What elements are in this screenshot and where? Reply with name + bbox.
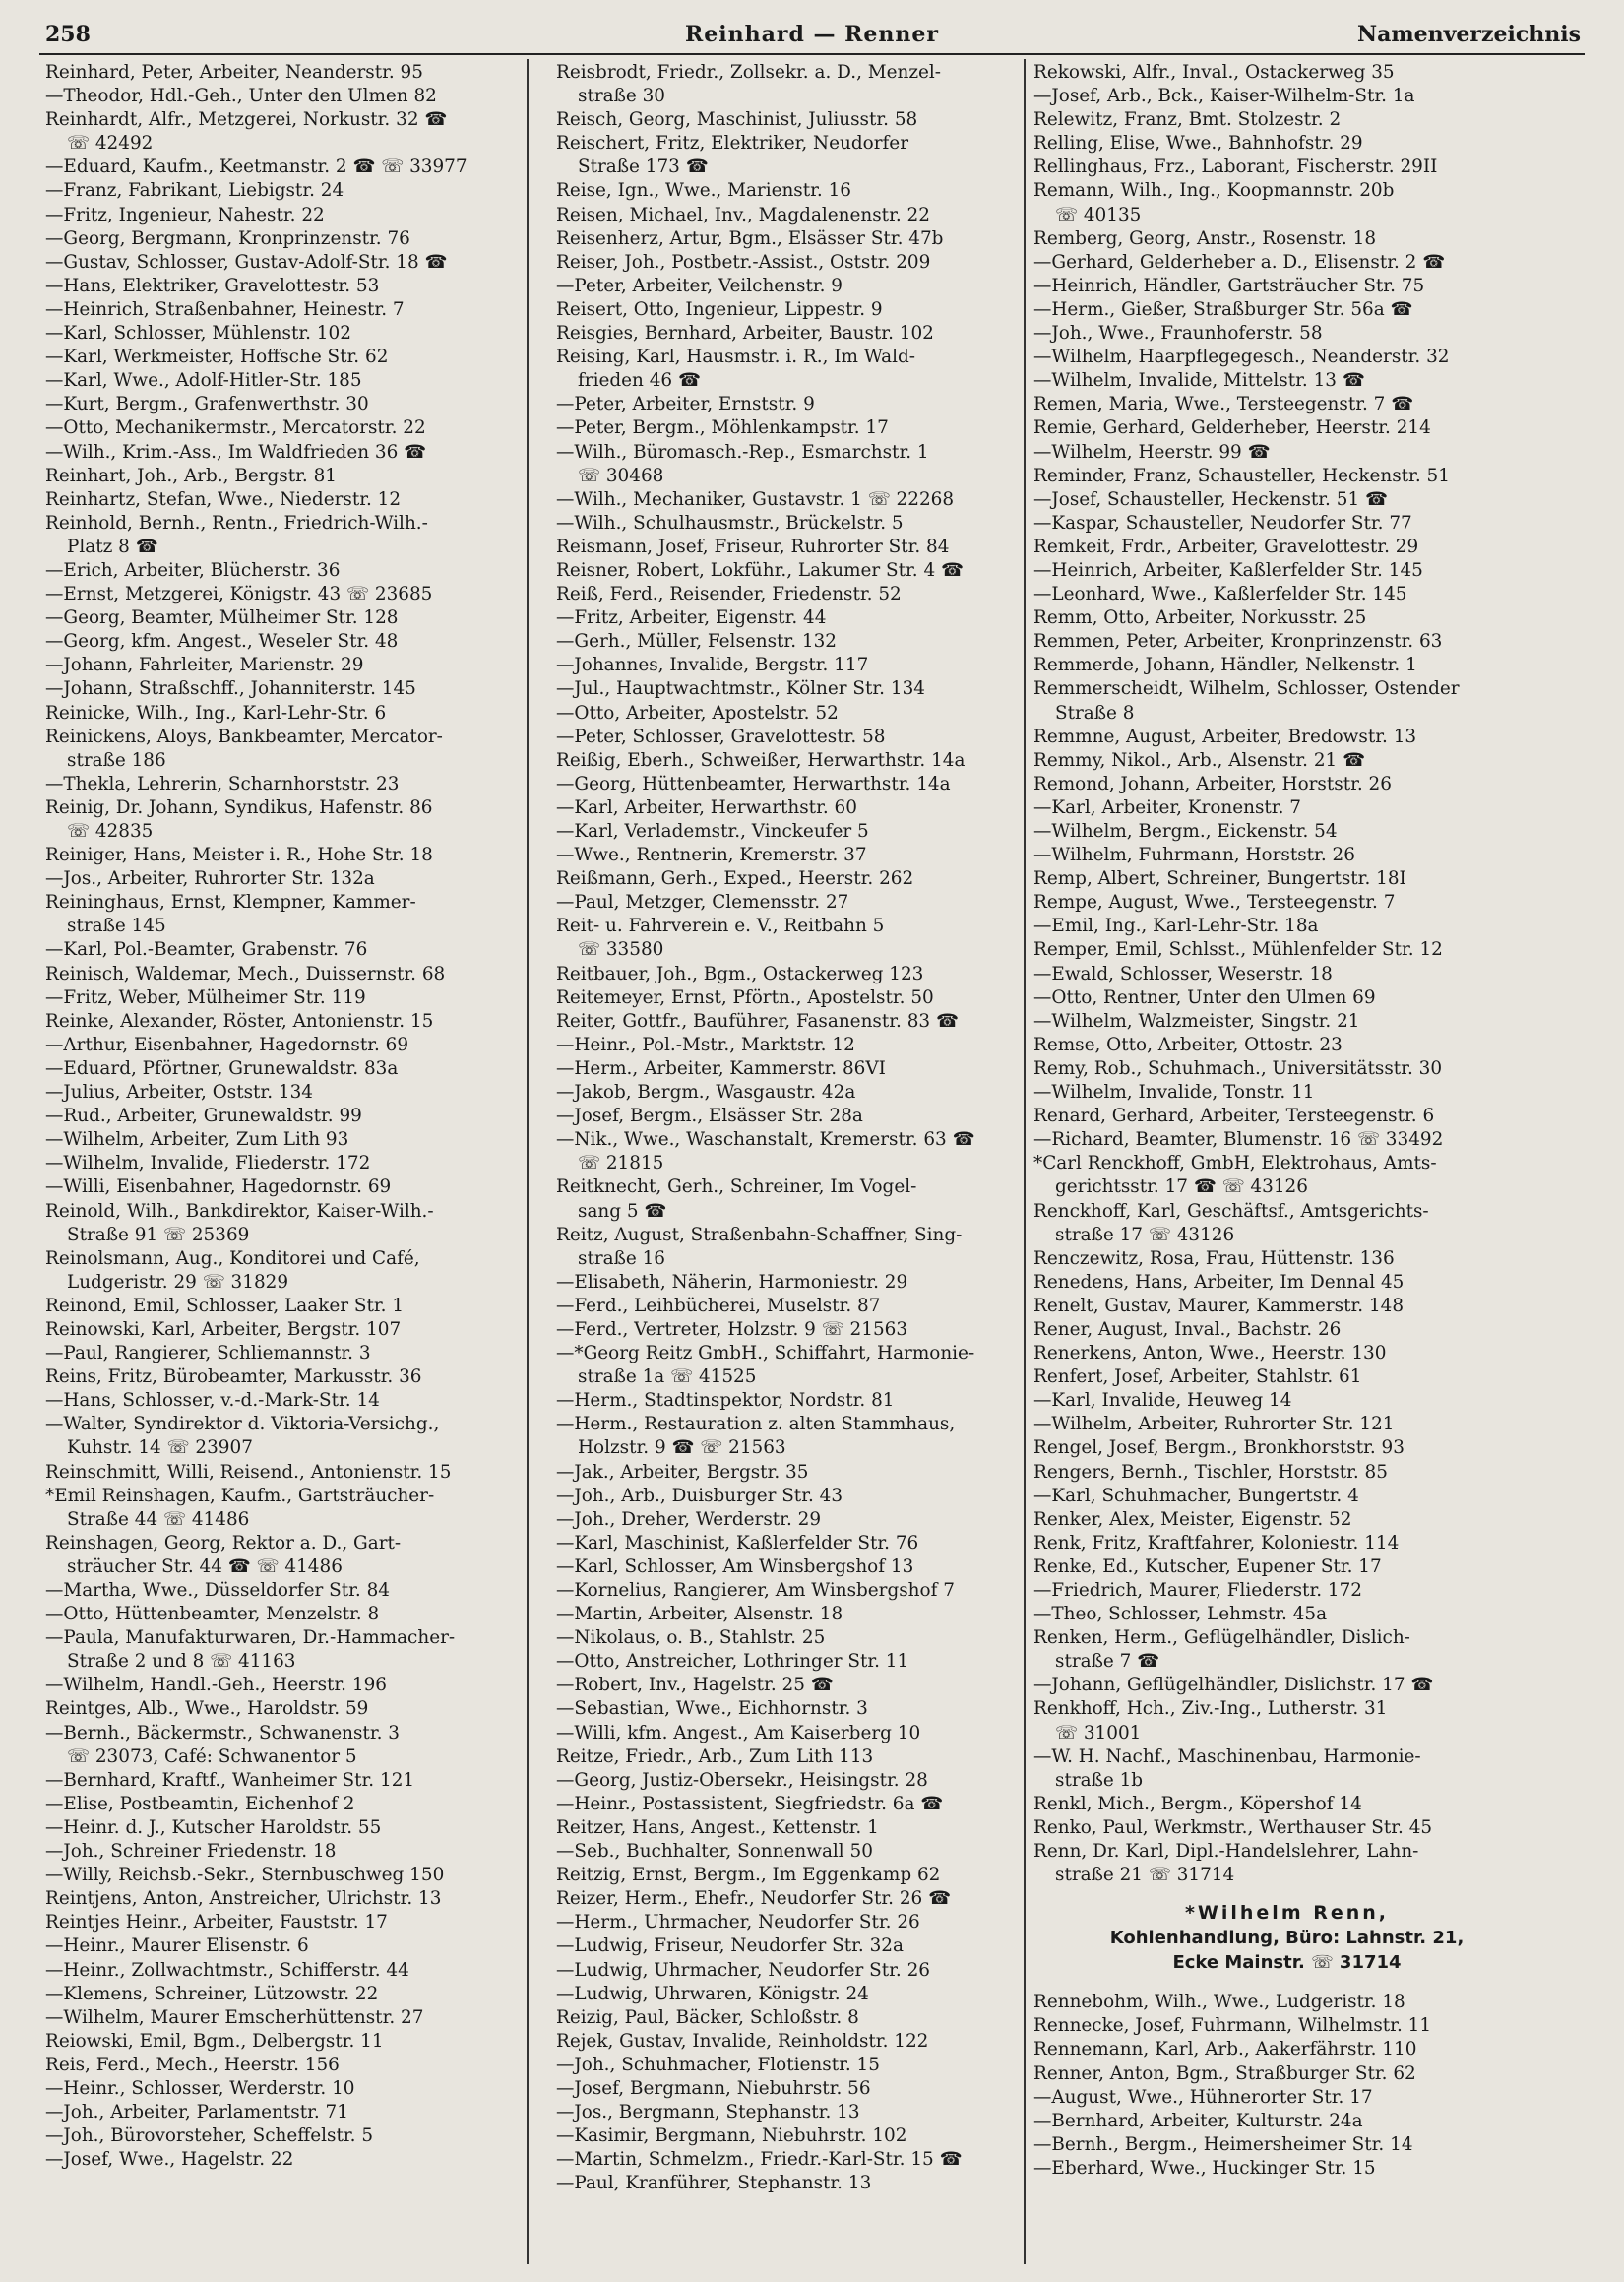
directory-entry: Reinold, Wilh., Bankdirektor, Kaiser-Wilh.- — [45, 1200, 434, 1222]
directory-entry: —Klemens, Schreiner, Lützowstr. 22 — [45, 1983, 379, 2004]
directory-entry: Reinke, Alexander, Röster, Antonienstr. 15 — [45, 1010, 434, 1032]
directory-entry: —Heinr., Maurer Elisenstr. 6 — [45, 1935, 309, 1957]
directory-entry: —Thekla, Lehrerin, Scharnhorststr. 23 — [45, 773, 400, 794]
directory-entry: —Paul, Metzger, Clemensstr. 27 — [556, 892, 849, 914]
directory-entry: —Gerh., Müller, Felsenstr. 132 — [556, 631, 837, 653]
directory-entry: Rengel, Josef, Bergm., Bronkhorststr. 93 — [1033, 1437, 1405, 1459]
directory-entry: —Wilhelm, Invalide, Tonstr. 11 — [1033, 1082, 1315, 1104]
directory-entry: Reisgies, Bernhard, Arbeiter, Baustr. 102 — [556, 323, 934, 345]
directory-entry: Rempe, August, Wwe., Tersteegenstr. 7 — [1033, 892, 1396, 914]
directory-entry: —Eduard, Kaufm., Keetmanstr. 2 ☎ ☏ 33977 — [45, 157, 468, 178]
directory-entry: Renard, Gerhard, Arbeiter, Tersteegenstr. 6 — [1033, 1106, 1435, 1127]
directory-entry: —Johann, Straßschff., Johanniterstr. 145 — [45, 678, 416, 700]
directory-entry: —Karl, Schuhmacher, Bungertstr. 4 — [1033, 1485, 1359, 1506]
directory-entry: Reinshagen, Georg, Rektor a. D., Gart- — [45, 1532, 402, 1553]
directory-entry: Reischert, Fritz, Elektriker, Neudorfer — [556, 133, 908, 155]
entry-continuation: straße 186 — [67, 749, 166, 771]
entry-continuation: straße 30 — [578, 86, 665, 107]
directory-entry: Reinig, Dr. Johann, Syndikus, Hafenstr. 86 — [45, 796, 433, 818]
directory-entry: —Karl, Schlosser, Mühlenstr. 102 — [45, 323, 351, 345]
directory-entry: Reizig, Paul, Bäcker, Schloßstr. 8 — [556, 2006, 859, 2028]
directory-entry: —Theodor, Hdl.-Geh., Unter den Ulmen 82 — [45, 86, 437, 107]
directory-entry: Reitzer, Hans, Angest., Kettenstr. 1 — [556, 1816, 879, 1838]
directory-entry: —Otto, Mechanikermstr., Mercatorstr. 22 — [45, 417, 426, 439]
directory-entry: —Karl, Verlademstr., Vinckeufer 5 — [556, 821, 869, 842]
directory-entry: —Eberhard, Wwe., Huckinger Str. 15 — [1033, 2157, 1376, 2179]
directory-entry: Reißmann, Gerh., Exped., Heerstr. 262 — [556, 868, 914, 890]
directory-entry: —Josef, Schausteller, Heckenstr. 51 ☎ — [1033, 488, 1388, 510]
directory-entry: —Otto, Anstreicher, Lothringer Str. 11 — [556, 1651, 909, 1673]
directory-entry: Remond, Johann, Arbeiter, Horststr. 26 — [1033, 773, 1392, 794]
directory-entry: —Jos., Bergmann, Stephanstr. 13 — [556, 2102, 860, 2124]
directory-entry: —Julius, Arbeiter, Oststr. 134 — [45, 1082, 313, 1104]
page-number: 258 — [45, 22, 91, 47]
directory-entry: Reising, Karl, Hausmstr. i. R., Im Wald- — [556, 347, 915, 368]
directory-entry: —Karl, Wwe., Adolf-Hitler-Str. 185 — [45, 370, 362, 392]
directory-entry: —Otto, Arbeiter, Apostelstr. 52 — [556, 702, 839, 724]
entry-continuation: straße 17 ☏ 43126 — [1055, 1224, 1235, 1245]
directory-entry: —Georg, Justiz-Obersekr., Heisingstr. 28 — [556, 1769, 928, 1791]
directory-entry: —Georg, Bergmann, Kronprinzenstr. 76 — [45, 227, 410, 249]
directory-entry: —Walter, Syndirektor d. Viktoria-Versichg., — [45, 1414, 440, 1435]
directory-entry: —W. H. Nachf., Maschinenbau, Harmonie- — [1033, 1745, 1421, 1767]
directory-entry: —Wilhelm, Walzmeister, Singstr. 21 — [1033, 1010, 1360, 1032]
directory-entry: —Peter, Schlosser, Gravelottestr. 58 — [556, 726, 886, 747]
directory-entry: —Jak., Arbeiter, Bergstr. 35 — [556, 1461, 809, 1483]
entry-continuation: sang 5 ☎ — [578, 1200, 667, 1222]
directory-entry: —Josef, Arb., Bck., Kaiser-Wilhelm-Str. 1a — [1033, 86, 1415, 107]
directory-entry: —Friedrich, Maurer, Fliederstr. 172 — [1033, 1580, 1363, 1601]
directory-entry: —Wilh., Krim.-Ass., Im Waldfrieden 36 ☎ — [45, 441, 427, 463]
directory-entry: —Otto, Hüttenbeamter, Menzelstr. 8 — [45, 1604, 380, 1625]
entry-continuation: ☏ 42492 — [67, 133, 154, 155]
entry-continuation: straße 1a ☏ 41525 — [578, 1366, 757, 1388]
directory-entry: —Heinr. d. J., Kutscher Haroldstr. 55 — [45, 1816, 382, 1838]
directory-entry: —Jul., Hauptwachtmstr., Kölner Str. 134 — [556, 678, 925, 700]
directory-entry: —Johann, Geflügelhändler, Dislichstr. 17 ☎ — [1033, 1675, 1434, 1696]
directory-entry: —Karl, Maschinist, Kaßlerfelder Str. 76 — [556, 1532, 919, 1553]
directory-entry: Reinicke, Wilh., Ing., Karl-Lehr-Str. 6 — [45, 702, 387, 724]
directory-entry: Reinowski, Karl, Arbeiter, Bergstr. 107 — [45, 1318, 402, 1340]
directory-entry: —Paula, Manufakturwaren, Dr.-Hammacher- — [45, 1627, 456, 1649]
directory-entry: Reitbauer, Joh., Bgm., Ostackerweg 123 — [556, 963, 924, 984]
entry-continuation: Straße 8 — [1055, 702, 1135, 724]
directory-entry: —Herm., Uhrmacher, Neudorfer Str. 26 — [556, 1912, 920, 1933]
directory-entry: —Fritz, Weber, Mülheimer Str. 119 — [45, 986, 366, 1008]
directory-entry: —Ernst, Metzgerei, Königstr. 43 ☏ 23685 — [45, 584, 433, 605]
directory-entry: Reitemeyer, Ernst, Pförtn., Apostelstr. 50 — [556, 986, 934, 1008]
column-3 — [1033, 61, 1540, 2181]
directory-entry: Renn, Dr. Karl, Dipl.-Handelslehrer, Lahn- — [1033, 1841, 1419, 1863]
directory-entry: Renkl, Mich., Bergm., Köpershof 14 — [1033, 1793, 1362, 1814]
entry-continuation: ☏ 21815 — [578, 1153, 664, 1174]
directory-entry: Renke, Ed., Kutscher, Eupener Str. 17 — [1033, 1555, 1382, 1577]
directory-entry: Reintjes Heinr., Arbeiter, Fauststr. 17 — [45, 1912, 388, 1933]
directory-entry: Rennemann, Karl, Arb., Aakerfährstr. 110 — [1033, 2039, 1417, 2060]
directory-entry: —*Georg Reitz GmbH., Schiffahrt, Harmonie- — [556, 1343, 975, 1364]
directory-entry: Remmy, Nikol., Arb., Alsenstr. 21 ☎ — [1033, 749, 1366, 771]
directory-entry: Renelt, Gustav, Maurer, Kammerstr. 148 — [1033, 1295, 1405, 1316]
directory-entry: —Elisabeth, Näherin, Harmoniestr. 29 — [556, 1271, 908, 1293]
ad-name: *Wilhelm Renn, — [1184, 1902, 1390, 1925]
directory-entry: —Ferd., Leihbücherei, Muselstr. 87 — [556, 1295, 881, 1316]
directory-entry: Reisner, Robert, Lokführ., Lakumer Str. 4 ☎ — [556, 559, 964, 581]
directory-entry: Reis, Ferd., Mech., Heerstr. 156 — [45, 2054, 340, 2075]
directory-entry: Renko, Paul, Werkmstr., Werthauser Str. 45 — [1033, 1816, 1433, 1838]
directory-entry: Rekowski, Alfr., Inval., Ostackerweg 35 — [1033, 62, 1395, 83]
directory-entry: Remp, Albert, Schreiner, Bungertstr. 18I — [1033, 868, 1406, 890]
directory-entry: —Seb., Buchhalter, Sonnenwall 50 — [556, 1841, 873, 1863]
directory-entry: —Heinr., Schlosser, Werderstr. 10 — [45, 2077, 355, 2099]
directory-entry: Reisbrodt, Friedr., Zollsekr. a. D., Menzel- — [556, 62, 941, 83]
directory-entry: Reinond, Emil, Schlosser, Laaker Str. 1 — [45, 1295, 405, 1316]
directory-entry: —Heinrich, Straßenbahner, Heinestr. 7 — [45, 298, 405, 320]
directory-entry: —Kasimir, Bergmann, Niebuhrstr. 102 — [556, 2125, 907, 2147]
directory-entry: —Richard, Beamter, Blumenstr. 16 ☏ 33492 — [1033, 1129, 1444, 1151]
entry-continuation: Kuhstr. 14 ☏ 23907 — [67, 1437, 253, 1459]
entry-continuation: sträucher Str. 44 ☎ ☏ 41486 — [67, 1555, 343, 1577]
directory-entry: Rener, August, Inval., Bachstr. 26 — [1033, 1318, 1342, 1340]
directory-entry: Reins, Fritz, Bürobeamter, Markusstr. 36 — [45, 1366, 422, 1388]
directory-entry: —Georg, kfm. Angest., Weseler Str. 48 — [45, 631, 399, 653]
directory-entry: —Bernh., Bergm., Heimersheimer Str. 14 — [1033, 2133, 1413, 2155]
directory-entry: —Emil, Ing., Karl-Lehr-Str. 18a — [1033, 916, 1319, 937]
directory-entry: —Hans, Schlosser, v.-d.-Mark-Str. 14 — [45, 1390, 380, 1412]
directory-entry: —Wwe., Rentnerin, Kremerstr. 37 — [556, 845, 867, 866]
directory-entry: —Jos., Arbeiter, Ruhrorter Str. 132a — [45, 868, 375, 890]
directory-entry: Reißig, Eberh., Schweißer, Herwarthstr. 14a — [556, 749, 966, 771]
directory-entry: Remmerde, Johann, Händler, Nelkenstr. 1 — [1033, 655, 1417, 676]
directory-entry: —Arthur, Eisenbahner, Hagedornstr. 69 — [45, 1034, 409, 1055]
entry-continuation: straße 21 ☏ 31714 — [1055, 1865, 1235, 1886]
directory-entry: —Wilhelm, Invalide, Fliederstr. 172 — [45, 1153, 371, 1174]
directory-entry: Reinisch, Waldemar, Mech., Duissernstr. 68 — [45, 963, 446, 984]
directory-entry: Remmne, August, Arbeiter, Bredowstr. 13 — [1033, 726, 1417, 747]
directory-entry: —Heinr., Zollwachtmstr., Schifferstr. 44 — [45, 1959, 409, 1981]
directory-entry: —Josef, Wwe., Hagelstr. 22 — [45, 2149, 294, 2171]
directory-entry: Reinschmitt, Willi, Reisend., Antonienstr. 15 — [45, 1461, 452, 1483]
directory-entry: Reismann, Josef, Friseur, Ruhrorter Str. 84 — [556, 536, 950, 557]
directory-entry: —Wilh., Büromasch.-Rep., Esmarchstr. 1 — [556, 441, 929, 463]
directory-entry: —Karl, Schlosser, Am Winsbergshof 13 — [556, 1555, 914, 1577]
directory-entry: —Martin, Arbeiter, Alsenstr. 18 — [556, 1604, 843, 1625]
directory-entry: Reiter, Gottfr., Bauführer, Fasanenstr. 83 ☎ — [556, 1010, 959, 1032]
directory-entry: —Nik., Wwe., Waschanstalt, Kremerstr. 63 ☎ — [556, 1129, 975, 1151]
directory-entry: Reminder, Franz, Schausteller, Heckenstr. 51 — [1033, 465, 1450, 486]
directory-entry: —Bernhard, Kraftf., Wanheimer Str. 121 — [45, 1769, 415, 1791]
directory-entry: —Fritz, Ingenieur, Nahestr. 22 — [45, 204, 325, 225]
directory-entry: —Ludwig, Uhrmacher, Neudorfer Str. 26 — [556, 1959, 930, 1981]
directory-entry: Renner, Anton, Bgm., Straßburger Str. 62 — [1033, 2062, 1416, 2084]
directory-entry: Reisen, Michael, Inv., Magdalenenstr. 22 — [556, 204, 930, 225]
directory-entry: Remmen, Peter, Arbeiter, Kronprinzenstr. 63 — [1033, 631, 1443, 653]
directory-entry: —Wilhelm, Invalide, Mittelstr. 13 ☎ — [1033, 370, 1365, 392]
directory-entry: —Josef, Bergm., Elsässer Str. 28a — [556, 1106, 863, 1127]
directory-entry: —Georg, Beamter, Mülheimer Str. 128 — [45, 607, 399, 629]
directory-entry: —Leonhard, Wwe., Kaßlerfelder Str. 145 — [1033, 584, 1407, 605]
directory-entry: —Rud., Arbeiter, Grunewaldstr. 99 — [45, 1106, 362, 1127]
directory-entry: Reisch, Georg, Maschinist, Juliusstr. 58 — [556, 109, 918, 131]
directory-entry: —Georg, Hüttenbeamter, Herwarthstr. 14a — [556, 773, 951, 794]
directory-entry: —Franz, Fabrikant, Liebigstr. 24 — [45, 180, 344, 202]
directory-entry: —Heinrich, Händler, Gartsträucher Str. 75 — [1033, 275, 1425, 296]
directory-entry: Remkeit, Frdr., Arbeiter, Gravelottestr. 29 — [1033, 536, 1419, 557]
directory-entry: Renfert, Josef, Arbeiter, Stahlstr. 61 — [1033, 1366, 1362, 1388]
directory-entry: —Sebastian, Wwe., Eichhornstr. 3 — [556, 1698, 868, 1720]
directory-entry: Rennecke, Josef, Fuhrmann, Wilhelmstr. 11 — [1033, 2015, 1432, 2037]
directory-entry: —Karl, Invalide, Heuweg 14 — [1033, 1390, 1292, 1412]
entry-continuation: ☏ 31001 — [1055, 1722, 1142, 1743]
entry-continuation: straße 145 — [67, 916, 166, 937]
directory-entry: Remse, Otto, Arbeiter, Ottostr. 23 — [1033, 1034, 1343, 1055]
directory-entry: Renken, Herm., Geflügelhändler, Dislich- — [1033, 1627, 1410, 1649]
entry-continuation: ☏ 40135 — [1055, 204, 1142, 225]
directory-entry: —Theo, Schlosser, Lehmstr. 45a — [1033, 1604, 1328, 1625]
directory-entry: —Peter, Arbeiter, Ernststr. 9 — [556, 394, 815, 415]
directory-entry: —Herm., Restauration z. alten Stammhaus, — [556, 1414, 956, 1435]
directory-entry: *Carl Renckhoff, GmbH, Elektrohaus, Amts- — [1033, 1153, 1437, 1174]
directory-entry: Renker, Alex, Meister, Eigenstr. 52 — [1033, 1508, 1352, 1530]
directory-entry: —Ferd., Vertreter, Holzstr. 9 ☏ 21563 — [556, 1318, 908, 1340]
entry-continuation: Holzstr. 9 ☎ ☏ 21563 — [578, 1437, 786, 1459]
entry-continuation: Ludgeristr. 29 ☏ 31829 — [67, 1271, 289, 1293]
directory-entry: Rellinghaus, Frz., Laborant, Fischerstr. 29II — [1033, 157, 1438, 178]
directory-entry: Renk, Fritz, Kraftfahrer, Koloniestr. 114 — [1033, 1532, 1400, 1553]
entry-continuation: Straße 91 ☏ 25369 — [67, 1224, 250, 1245]
directory-entry: —Joh., Wwe., Fraunhoferstr. 58 — [1033, 323, 1323, 345]
directory-entry: —Heinr., Postassistent, Siegfriedstr. 6a ☎ — [556, 1793, 944, 1814]
directory-entry: Remy, Rob., Schuhmach., Universitätsstr. 30 — [1033, 1057, 1443, 1079]
directory-entry: Reinhold, Bernh., Rentn., Friedrich-Wilh.- — [45, 512, 428, 534]
page-header — [39, 20, 1585, 55]
directory-entry: —Wilhelm, Bergm., Eickenstr. 54 — [1033, 821, 1338, 842]
directory-entry: —Wilhelm, Fuhrmann, Horststr. 26 — [1033, 845, 1355, 866]
directory-entry: —Herm., Stadtinspektor, Nordstr. 81 — [556, 1390, 895, 1412]
directory-entry: Relewitz, Franz, Bmt. Stolzestr. 2 — [1033, 109, 1342, 131]
directory-entry: Reinhartz, Stefan, Wwe., Niederstr. 12 — [45, 488, 402, 510]
directory-entry: Reitknecht, Gerh., Schreiner, Im Vogel- — [556, 1176, 917, 1198]
entry-continuation: straße 16 — [578, 1247, 665, 1269]
directory-entry: Reintjens, Anton, Anstreicher, Ulrichstr. 13 — [45, 1888, 442, 1910]
directory-entry: Rejek, Gustav, Invalide, Reinholdstr. 122 — [556, 2030, 929, 2052]
directory-entry: —Nikolaus, o. B., Stahlstr. 25 — [556, 1627, 826, 1649]
directory-entry: —Wilhelm, Arbeiter, Zum Lith 93 — [45, 1129, 349, 1151]
directory-entry: —Bernh., Bäckermstr., Schwanenstr. 3 — [45, 1722, 400, 1743]
directory-entry: Renczewitz, Rosa, Frau, Hüttenstr. 136 — [1033, 1247, 1395, 1269]
directory-entry: Renckhoff, Karl, Geschäftsf., Amtsgerichts- — [1033, 1200, 1429, 1222]
directory-entry: —Joh., Arbeiter, Parlamentstr. 71 — [45, 2102, 348, 2124]
entry-continuation: straße 1b — [1055, 1769, 1144, 1791]
column-2 — [556, 61, 1063, 2195]
directory-entry: —Ludwig, Uhrwaren, Königstr. 24 — [556, 1983, 869, 2004]
directory-entry: Reinhardt, Alfr., Metzgerei, Norkustr. 32 ☎ — [45, 109, 448, 131]
directory-entry: —Willy, Reichsb.-Sekr., Sternbuschweg 150 — [45, 1865, 445, 1886]
entry-continuation: straße 7 ☎ — [1055, 1651, 1160, 1673]
directory-entry: —Karl, Arbeiter, Kronenstr. 7 — [1033, 796, 1301, 818]
directory-entry: —August, Wwe., Hühnerorter Str. 17 — [1033, 2086, 1373, 2108]
directory-entry: —Kurt, Bergm., Grafenwerthstr. 30 — [45, 394, 369, 415]
directory-entry: Reitze, Friedr., Arb., Zum Lith 113 — [556, 1745, 874, 1767]
directory-entry: Remann, Wilh., Ing., Koopmannstr. 20b — [1033, 180, 1395, 202]
directory-entry: Reise, Ign., Wwe., Marienstr. 16 — [556, 180, 851, 202]
directory-entry: Relling, Elise, Wwe., Bahnhofstr. 29 — [1033, 133, 1363, 155]
directory-entry: —Heinrich, Arbeiter, Kaßlerfelder Str. 145 — [1033, 559, 1423, 581]
directory-entry: Reinhart, Joh., Arb., Bergstr. 81 — [45, 465, 338, 486]
directory-entry: Reinolsmann, Aug., Konditorei und Café, — [45, 1247, 420, 1269]
directory-entry: —Joh., Schreiner Friedenstr. 18 — [45, 1841, 337, 1863]
entry-continuation: frieden 46 ☎ — [578, 370, 701, 392]
directory-entry: —Wilh., Schulhausmstr., Brückelstr. 5 — [556, 512, 904, 534]
directory-entry: Renedens, Hans, Arbeiter, Im Dennal 45 — [1033, 1271, 1405, 1293]
directory-entry: Remberg, Georg, Anstr., Rosenstr. 18 — [1033, 227, 1377, 249]
entry-continuation: ☏ 42835 — [67, 821, 154, 842]
directory-entry: —Eduard, Pförtner, Grunewaldstr. 83a — [45, 1057, 399, 1079]
directory-entry: Renkhoff, Hch., Ziv.-Ing., Lutherstr. 31 — [1033, 1698, 1388, 1720]
directory-entry: —Gerhard, Gelderheber a. D., Elisenstr. 2 ☎ — [1033, 251, 1446, 273]
running-title: Reinhard — Renner — [684, 22, 940, 47]
directory-entry: Reininghaus, Ernst, Klempner, Kammer- — [45, 892, 416, 914]
entry-continuation: Straße 44 ☏ 41486 — [67, 1508, 250, 1530]
directory-entry: —Otto, Rentner, Unter den Ulmen 69 — [1033, 986, 1376, 1008]
directory-entry: —Karl, Werkmeister, Hoffsche Str. 62 — [45, 347, 389, 368]
directory-entry: —Martha, Wwe., Düsseldorfer Str. 84 — [45, 1580, 390, 1601]
directory-entry: Reitz, August, Straßenbahn-Schaffner, Sing- — [556, 1224, 963, 1245]
directory-entry: —Hans, Elektriker, Gravelottestr. 53 — [45, 275, 380, 296]
directory-entry: —Wilhelm, Haarpflegegesch., Neanderstr. 32 — [1033, 347, 1450, 368]
directory-entry: Renerkens, Anton, Wwe., Heerstr. 130 — [1033, 1343, 1387, 1364]
directory-entry: —Gustav, Schlosser, Gustav-Adolf-Str. 18 ☎ — [45, 251, 448, 273]
directory-entry: Remen, Maria, Wwe., Tersteegenstr. 7 ☎ — [1033, 394, 1414, 415]
directory-entry: —Heinr., Pol.-Mstr., Marktstr. 12 — [556, 1034, 855, 1055]
section-title: Namenverzeichnis — [1357, 22, 1581, 47]
directory-entry: Reinhard, Peter, Arbeiter, Neanderstr. 95 — [45, 62, 423, 83]
entry-continuation: Straße 173 ☎ — [578, 157, 709, 178]
column-1 — [45, 61, 552, 2172]
directory-entry: —Joh., Bürovorsteher, Scheffelstr. 5 — [45, 2125, 374, 2147]
directory-entry: Reintges, Alb., Wwe., Haroldstr. 59 — [45, 1698, 369, 1720]
entry-continuation: gerichtsstr. 17 ☎ ☏ 43126 — [1055, 1176, 1308, 1198]
directory-entry: —Karl, Arbeiter, Herwarthstr. 60 — [556, 796, 857, 818]
directory-entry: —Willi, Eisenbahner, Hagedornstr. 69 — [45, 1176, 392, 1198]
directory-entry: —Peter, Bergm., Möhlenkampstr. 17 — [556, 417, 889, 439]
directory-entry: —Joh., Schuhmacher, Flotienstr. 15 — [556, 2054, 880, 2075]
directory-entry: —Paul, Rangierer, Schliemannstr. 3 — [45, 1343, 371, 1364]
directory-entry: —Erich, Arbeiter, Blücherstr. 36 — [45, 559, 341, 581]
directory-entry: Reiniger, Hans, Meister i. R., Hohe Str. 18 — [45, 845, 433, 866]
directory-entry: Remm, Otto, Arbeiter, Norkusstr. 25 — [1033, 607, 1367, 629]
advertisement — [1033, 1901, 1540, 1975]
directory-entry: —Wilhelm, Maurer Emscherhüttenstr. 27 — [45, 2006, 424, 2028]
entry-continuation: ☏ 23073, Café: Schwanentor 5 — [67, 1745, 357, 1767]
directory-entry: —Elise, Postbeamtin, Eichenhof 2 — [45, 1793, 355, 1814]
directory-entry: *Emil Reinshagen, Kaufm., Gartsträucher- — [45, 1485, 435, 1506]
directory-entry: —Martin, Schmelzm., Friedr.-Karl-Str. 15 ☎ — [556, 2149, 963, 2171]
directory-entry: Reinickens, Aloys, Bankbeamter, Mercator- — [45, 726, 443, 747]
directory-entry: —Joh., Arb., Duisburger Str. 43 — [556, 1485, 843, 1506]
directory-entry: —Ewald, Schlosser, Weserstr. 18 — [1033, 963, 1333, 984]
ad-line: Kohlenhandlung, Büro: Lahnstr. 21, — [1109, 1928, 1465, 1949]
directory-entry: Reit- u. Fahrverein e. V., Reitbahn 5 — [556, 916, 885, 937]
directory-entry: —Johannes, Invalide, Bergstr. 117 — [556, 655, 869, 676]
entry-continuation: Straße 2 und 8 ☏ 41163 — [67, 1651, 296, 1673]
directory-entry: —Wilh., Mechaniker, Gustavstr. 1 ☏ 22268 — [556, 488, 955, 510]
directory-entry: —Joh., Dreher, Werderstr. 29 — [556, 1508, 822, 1530]
directory-entry: Rennebohm, Wilh., Wwe., Ludgeristr. 18 — [1033, 1992, 1405, 2013]
entry-continuation: Platz 8 ☎ — [67, 536, 158, 557]
directory-entry: —Willi, kfm. Angest., Am Kaiserberg 10 — [556, 1722, 921, 1743]
directory-entry: —Fritz, Arbeiter, Eigenstr. 44 — [556, 607, 827, 629]
directory-entry: —Kaspar, Schausteller, Neudorfer Str. 77 — [1033, 512, 1412, 534]
directory-entry: Rengers, Bernh., Tischler, Horststr. 85 — [1033, 1461, 1388, 1483]
directory-entry: —Wilhelm, Arbeiter, Ruhrorter Str. 121 — [1033, 1414, 1395, 1435]
directory-entry: —Peter, Arbeiter, Veilchenstr. 9 — [556, 275, 843, 296]
directory-entry: Remper, Emil, Schlsst., Mühlenfelder Str. 12 — [1033, 939, 1443, 961]
directory-entry: —Robert, Inv., Hagelstr. 25 ☎ — [556, 1675, 834, 1696]
directory-entry: —Paul, Kranführer, Stephanstr. 13 — [556, 2173, 872, 2194]
directory-entry: Reisert, Otto, Ingenieur, Lippestr. 9 — [556, 298, 883, 320]
ad-line: Ecke Mainstr. ☏ 31714 — [1172, 1952, 1402, 1974]
directory-entry: Reitzig, Ernst, Bergm., Im Eggenkamp 62 — [556, 1865, 941, 1886]
directory-entry: —Kornelius, Rangierer, Am Winsbergshof 7 — [556, 1580, 955, 1601]
directory-entry: Reiß, Ferd., Reisender, Friedenstr. 52 — [556, 584, 902, 605]
directory-entry: Reisenherz, Artur, Bgm., Elsässer Str. 47b — [556, 227, 944, 249]
directory-entry: —Ludwig, Friseur, Neudorfer Str. 32a — [556, 1935, 904, 1957]
directory-entry: —Johann, Fahrleiter, Marienstr. 29 — [45, 655, 364, 676]
directory-entry: —Wilhelm, Handl.-Geh., Heerstr. 196 — [45, 1675, 387, 1696]
directory-entry: —Bernhard, Arbeiter, Kulturstr. 24a — [1033, 2110, 1363, 2131]
directory-entry: —Wilhelm, Heerstr. 99 ☎ — [1033, 441, 1271, 463]
directory-entry: —Jakob, Bergm., Wasgaustr. 42a — [556, 1082, 856, 1104]
directory-entry: Remie, Gerhard, Gelderheber, Heerstr. 214 — [1033, 417, 1431, 439]
directory-entry: Reiser, Joh., Postbetr.-Assist., Oststr. 209 — [556, 251, 931, 273]
directory-entry: —Herm., Gießer, Straßburger Str. 56a ☎ — [1033, 298, 1413, 320]
entry-continuation: ☏ 30468 — [578, 465, 664, 486]
directory-entry: —Karl, Pol.-Beamter, Grabenstr. 76 — [45, 939, 368, 961]
directory-entry: Reiowski, Emil, Bgm., Delbergstr. 11 — [45, 2030, 384, 2052]
directory-entry: Reizer, Herm., Ehefr., Neudorfer Str. 26 ☎ — [556, 1888, 951, 1910]
directory-entry: —Josef, Bergmann, Niebuhrstr. 56 — [556, 2077, 871, 2099]
directory-entry: Remmerscheidt, Wilhelm, Schlosser, Ostender — [1033, 678, 1460, 700]
entry-continuation: ☏ 33580 — [578, 939, 664, 961]
directory-entry: —Herm., Arbeiter, Kammerstr. 86VI — [556, 1057, 886, 1079]
